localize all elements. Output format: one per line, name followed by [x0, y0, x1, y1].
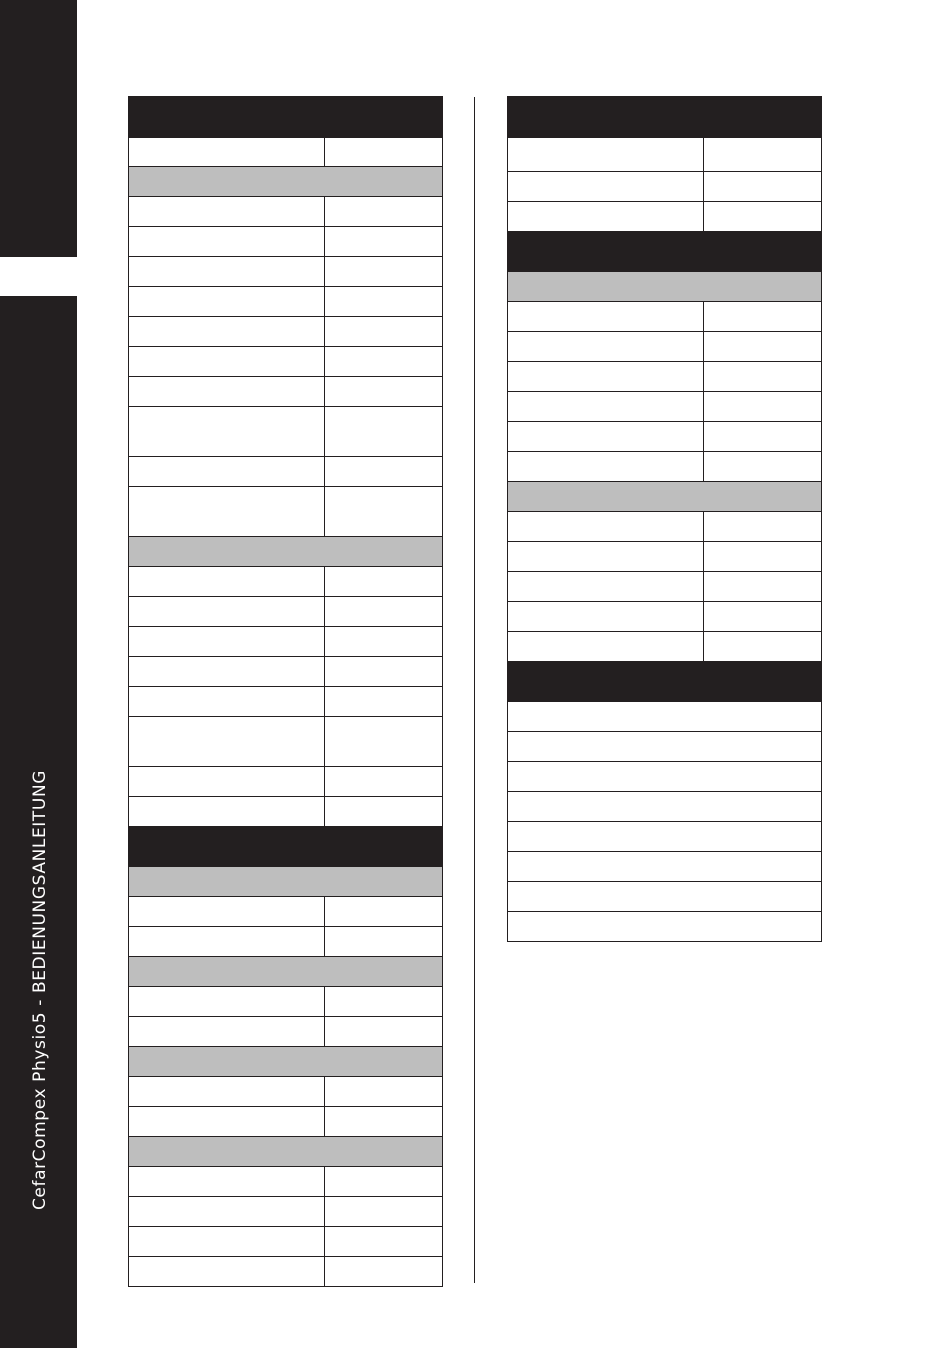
- table-section-header: [508, 232, 822, 272]
- table-row: [508, 422, 822, 452]
- table-row: [129, 597, 443, 627]
- table-row: [129, 138, 443, 167]
- table-row: [129, 897, 443, 927]
- table-subheader: [129, 1047, 443, 1077]
- table-row: [129, 717, 443, 767]
- table-row: [129, 987, 443, 1017]
- table-row: [508, 138, 822, 172]
- table-row: [129, 1077, 443, 1107]
- table-row: [129, 257, 443, 287]
- table-subheader: [508, 482, 822, 512]
- table-row: [129, 197, 443, 227]
- table-row: [508, 302, 822, 332]
- table-row-wide: [508, 852, 822, 882]
- side-tab-top: [0, 0, 77, 257]
- table-row: [129, 227, 443, 257]
- table-subheader: [129, 1137, 443, 1167]
- table-subheader: [129, 957, 443, 987]
- table-section-header: [508, 662, 822, 702]
- table-row: [508, 512, 822, 542]
- table-subheader: [129, 867, 443, 897]
- table-row: [508, 332, 822, 362]
- table-section-header: [129, 827, 443, 867]
- column-divider: [474, 97, 475, 1283]
- table-row-wide: [508, 912, 822, 942]
- table-row: [508, 392, 822, 422]
- table-row: [129, 377, 443, 407]
- table-row: [129, 1257, 443, 1287]
- table-row: [508, 202, 822, 232]
- table-row-wide: [508, 702, 822, 732]
- table-row: [129, 797, 443, 827]
- table-row: [129, 407, 443, 457]
- table-subheader: [508, 272, 822, 302]
- table-row: [129, 767, 443, 797]
- table-row: [129, 287, 443, 317]
- table-row: [129, 1107, 443, 1137]
- table-subheader: [129, 167, 443, 197]
- table-row: [508, 172, 822, 202]
- table-row: [129, 1227, 443, 1257]
- table-row-wide: [508, 762, 822, 792]
- table-row: [129, 927, 443, 957]
- table-row: [508, 632, 822, 662]
- table-row: [508, 542, 822, 572]
- table-row-wide: [508, 822, 822, 852]
- side-footer-label: CefarCompex Physio5 - BEDIENUNGSANLEITUNG: [30, 769, 50, 1211]
- left-table: [128, 96, 443, 1287]
- table-row: [129, 1197, 443, 1227]
- table-row: [129, 1017, 443, 1047]
- table-section-header: [508, 97, 822, 138]
- table-row: [508, 452, 822, 482]
- table-row: [508, 572, 822, 602]
- table-row: [508, 362, 822, 392]
- right-table: [507, 96, 822, 942]
- table-section-header: [129, 97, 443, 138]
- table-row: [129, 347, 443, 377]
- table-row: [129, 317, 443, 347]
- table-row: [129, 457, 443, 487]
- table-row: [129, 687, 443, 717]
- table-row-wide: [508, 882, 822, 912]
- table-row-wide: [508, 732, 822, 762]
- table-row: [129, 657, 443, 687]
- table-subheader: [129, 537, 443, 567]
- table-row: [129, 487, 443, 537]
- table-row: [508, 602, 822, 632]
- table-row: [129, 627, 443, 657]
- table-row: [129, 1167, 443, 1197]
- table-row: [129, 567, 443, 597]
- table-row-wide: [508, 792, 822, 822]
